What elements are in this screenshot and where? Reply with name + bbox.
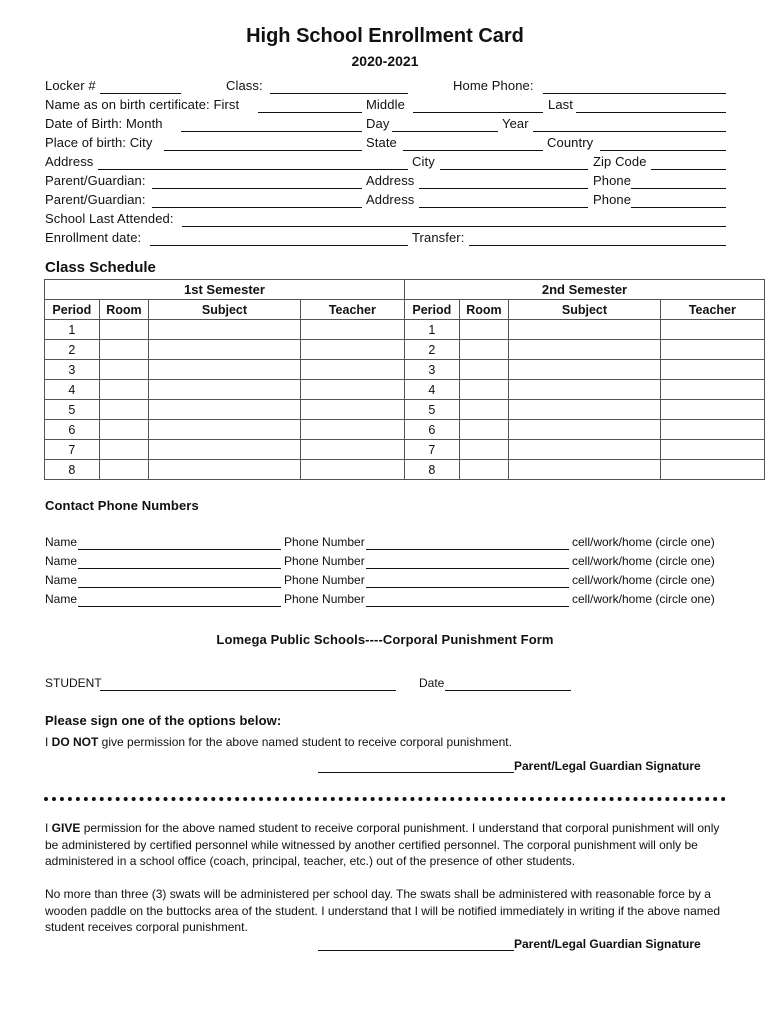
parent1-phone-label: Phone [593,173,632,188]
room-cell[interactable] [99,340,148,360]
date-label: Date [419,676,445,690]
signature-line-2[interactable] [318,950,514,951]
class-schedule-heading: Class Schedule [45,259,156,276]
teacher-cell[interactable] [660,420,764,440]
room-cell[interactable] [99,320,148,340]
parent1-address-field[interactable] [419,188,588,189]
contact-name-field[interactable] [78,587,281,588]
locker-label: Locker # [45,78,96,93]
contact-phone-label: Phone Number [284,592,365,606]
col-subject: Subject [509,300,661,320]
school-last-field[interactable] [182,226,726,227]
room-cell[interactable] [459,340,508,360]
teacher-cell[interactable] [300,360,404,380]
period-number: 5 [404,400,459,420]
schedule-row [45,340,765,360]
period-number: 7 [404,440,459,460]
subject-cell[interactable] [509,360,661,380]
col-room: Room [459,300,508,320]
period-number: 4 [45,380,100,400]
last-name-field[interactable] [576,112,726,113]
dob-year-field[interactable] [533,131,726,132]
period-number: 1 [45,320,100,340]
address-label: Address [45,154,94,169]
teacher-cell[interactable] [300,380,404,400]
teacher-cell[interactable] [660,320,764,340]
transfer-field[interactable] [469,245,726,246]
contact-name-label: Name [45,554,78,568]
dob-month-field[interactable] [181,131,362,132]
contact-name-field[interactable] [78,606,281,607]
parent1-address-label: Address [366,173,415,188]
signature-line-1[interactable] [318,772,514,773]
pob-city-label: Place of birth: City [45,135,153,150]
parent2-field[interactable] [152,207,362,208]
subject-cell[interactable] [149,360,301,380]
student-field[interactable] [100,690,396,691]
teacher-cell[interactable] [300,340,404,360]
subject-cell[interactable] [509,380,661,400]
options-heading: Please sign one of the options below: [45,713,282,728]
contact-name-field[interactable] [78,549,281,550]
zip-label: Zip Code [593,154,647,169]
pob-state-field[interactable] [403,150,543,151]
dob-month-label: Date of Birth: Month [45,116,163,131]
room-cell[interactable] [459,320,508,340]
parent2-label: Parent/Guardian: [45,192,146,207]
period-number: 2 [45,340,100,360]
room-cell[interactable] [459,460,508,480]
col-teacher: Teacher [300,300,404,320]
teacher-cell[interactable] [660,360,764,380]
subject-cell[interactable] [509,420,661,440]
swats-text: No more than three (3) swats will be administered per school day. The swats shall be administered with reasonable force by a wooden paddle on the buttocks area of the student. I understand that I will be notified immediately in writing if the above named student receives corporal punishment. [45,887,721,934]
room-cell[interactable] [99,440,148,460]
class-label: Class: [226,78,263,93]
room-cell[interactable] [99,380,148,400]
col-period: Period [45,300,100,320]
col-period: Period [404,300,459,320]
schedule-row [45,440,765,460]
parent1-label: Parent/Guardian: [45,173,146,188]
date-field[interactable] [445,690,571,691]
subject-cell[interactable] [509,320,661,340]
subject-cell[interactable] [509,440,661,460]
room-cell[interactable] [99,420,148,440]
subject-cell[interactable] [149,420,301,440]
contact-type-label: cell/work/home (circle one) [572,573,715,587]
zip-field[interactable] [651,169,726,170]
contact-phone-field[interactable] [366,587,569,588]
student-label: STUDENT [45,676,102,690]
parent1-field[interactable] [152,188,362,189]
give-permission-text: I GIVE permission for the above named student to receive corporal punishment. I understand that corporal punishment will only be administered by certified personnel while witnessed by another certified personnel. The corporal punishment will only be administered in a school office (coach, principal, teacher, etc.) out of the presence of other students. [45,821,720,868]
contact-phone-label: Phone Number [284,573,365,587]
middle-label: Middle [366,97,405,112]
home-phone-field[interactable] [543,93,726,94]
divider [44,797,726,801]
parent2-phone-label: Phone [593,192,632,207]
room-cell[interactable] [99,360,148,380]
city-label: City [412,154,435,169]
room-cell[interactable] [459,440,508,460]
class-field[interactable] [270,93,408,94]
period-number: 1 [404,320,459,340]
locker-field[interactable] [100,93,181,94]
room-cell[interactable] [459,360,508,380]
subject-cell[interactable] [149,380,301,400]
period-number: 2 [404,340,459,360]
day-label: Day [366,116,390,131]
middle-name-field[interactable] [413,112,543,113]
col-subject: Subject [149,300,301,320]
contact-phone-label: Phone Number [284,554,365,568]
teacher-cell[interactable] [660,400,764,420]
teacher-cell[interactable] [300,460,404,480]
signature-label-2: Parent/Legal Guardian Signature [514,937,701,951]
room-cell[interactable] [99,460,148,480]
subject-cell[interactable] [149,340,301,360]
schedule-row [45,380,765,400]
first-name-field[interactable] [258,112,362,113]
signature-label-1: Parent/Legal Guardian Signature [514,759,701,773]
teacher-cell[interactable] [300,440,404,460]
contact-phone-heading: Contact Phone Numbers [45,498,199,513]
second-semester-header: 2nd Semester [404,280,764,300]
class-schedule-table [44,279,765,480]
schedule-row [45,320,765,340]
parent2-address-field[interactable] [419,207,588,208]
schedule-row [45,460,765,480]
transfer-label: Transfer: [412,230,465,245]
state-label: State [366,135,397,150]
address-field[interactable] [98,169,408,170]
schedule-row [45,360,765,380]
last-label: Last [548,97,573,112]
home-phone-label: Home Phone: [453,78,534,93]
subject-cell[interactable] [509,340,661,360]
contact-type-label: cell/work/home (circle one) [572,554,715,568]
teacher-cell[interactable] [660,340,764,360]
contact-phone-field[interactable] [366,606,569,607]
period-number: 3 [45,360,100,380]
parent2-phone-field[interactable] [631,207,726,208]
subject-cell[interactable] [149,400,301,420]
school-year: 2020-2021 [351,53,419,69]
period-number: 7 [45,440,100,460]
room-cell[interactable] [459,420,508,440]
subject-cell[interactable] [509,460,661,480]
period-number: 6 [45,420,100,440]
contact-name-label: Name [45,535,78,549]
subject-cell[interactable] [509,400,661,420]
pob-country-field[interactable] [600,150,726,151]
school-last-label: School Last Attended: [45,211,174,226]
contact-name-label: Name [45,592,78,606]
room-cell[interactable] [459,400,508,420]
teacher-cell[interactable] [300,320,404,340]
parent1-phone-field[interactable] [631,188,726,189]
country-label: Country [547,135,594,150]
contact-phone-field[interactable] [366,568,569,569]
contact-phone-label: Phone Number [284,535,365,549]
subject-cell[interactable] [149,320,301,340]
schedule-row [45,400,765,420]
schedule-row [45,420,765,440]
page-title: High School Enrollment Card [246,25,524,47]
contact-name-field[interactable] [78,568,281,569]
col-room: Room [99,300,148,320]
teacher-cell[interactable] [660,440,764,460]
period-number: 8 [404,460,459,480]
punishment-form-heading: Lomega Public Schools----Corporal Punishment Form [216,632,554,647]
pob-city-field[interactable] [164,150,362,151]
do-not-permission-text: I DO NOT give permission for the above named student to receive corporal punishment. [45,735,512,749]
teacher-cell[interactable] [660,460,764,480]
col-teacher: Teacher [660,300,764,320]
period-number: 3 [404,360,459,380]
period-number: 8 [45,460,100,480]
room-cell[interactable] [459,380,508,400]
contact-phone-field[interactable] [366,549,569,550]
city-field[interactable] [440,169,588,170]
contact-name-label: Name [45,573,78,587]
first-semester-header: 1st Semester [45,280,405,300]
subject-cell[interactable] [149,460,301,480]
subject-cell[interactable] [149,440,301,460]
period-number: 5 [45,400,100,420]
teacher-cell[interactable] [300,420,404,440]
enrollment-date-field[interactable] [150,245,408,246]
teacher-cell[interactable] [660,380,764,400]
dob-day-field[interactable] [392,131,498,132]
period-number: 6 [404,420,459,440]
period-number: 4 [404,380,459,400]
contact-type-label: cell/work/home (circle one) [572,535,715,549]
enrollment-date-label: Enrollment date: [45,230,142,245]
room-cell[interactable] [99,400,148,420]
teacher-cell[interactable] [300,400,404,420]
name-first-label: Name as on birth certificate: First [45,97,240,112]
year-label: Year [502,116,529,131]
contact-type-label: cell/work/home (circle one) [572,592,715,606]
parent2-address-label: Address [366,192,415,207]
